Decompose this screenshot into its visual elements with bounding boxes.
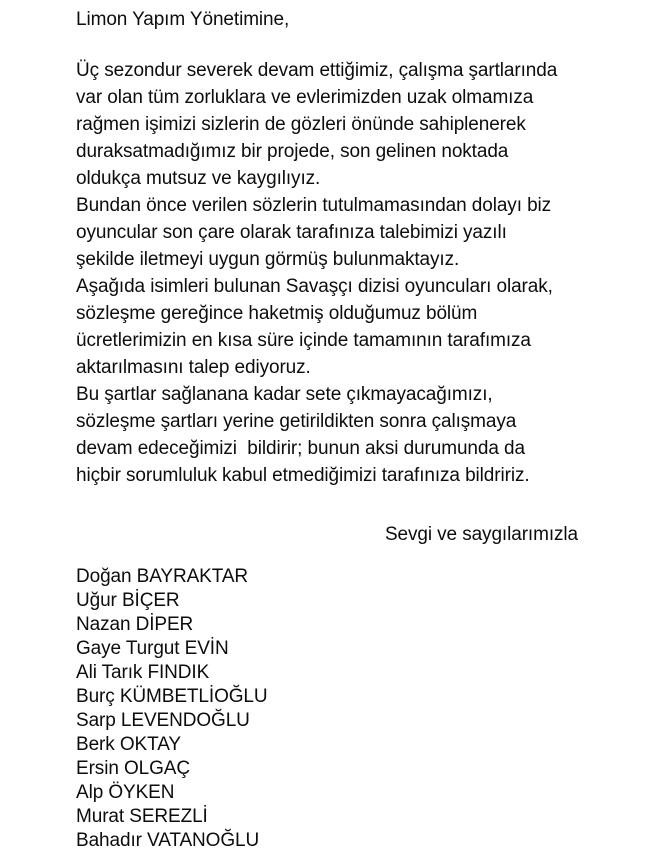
letter-paragraph-block: [76, 57, 578, 489]
salutation: Limon Yapım Yönetimine,: [76, 9, 290, 30]
list-item: Ersin OLGAÇ: [76, 758, 190, 779]
letter-line: Aşağıda isimleri bulunan Savaşçı dizisi oyuncuları olarak,: [76, 276, 553, 297]
letter-line: ücretlerimizin en kısa süre içinde tamamının tarafımıza: [76, 330, 531, 351]
list-item: Gaye Turgut EVİN: [76, 638, 229, 659]
salutation-spacer: [76, 33, 578, 57]
letter-content: [76, 6, 578, 853]
list-item: Uğur BİÇER: [76, 590, 180, 611]
letter-line: Bundan önce verilen sözlerin tutulmamasından dolayı biz: [76, 195, 552, 216]
list-item: Doğan BAYRAKTAR: [76, 566, 249, 587]
letter-line: devam edeceğimizi bildirir; bunun aksi durumunda da: [76, 438, 525, 459]
list-item: Alp ÖYKEN: [76, 782, 175, 803]
letter-line: oldukça mutsuz ve kaygılıyız.: [76, 168, 321, 189]
letter-line: Üç sezondur severek devam ettiğimiz, çalışma şartlarında: [76, 60, 558, 81]
list-item: Burç KÜMBETLİOĞLU: [76, 686, 268, 707]
letter-line: aktarılmasını talep ediyoruz.: [76, 357, 311, 378]
list-item: Berk OKTAY: [76, 734, 181, 755]
list-item: Ali Tarık FINDIK: [76, 662, 210, 683]
letter-line: sözleşme gereğince haketmiş olduğumuz bölüm: [76, 303, 478, 324]
list-item: Bahadır VATANOĞLU: [76, 830, 260, 851]
letter-line: oyuncular son çare olarak tarafınıza talebimizi yazılı: [76, 222, 507, 243]
closing-spacer: [76, 489, 578, 521]
signature-spacer: [76, 548, 578, 565]
letter-line: duraksatmadığımız bir projede, son gelinen noktada: [76, 141, 509, 162]
letter-line: hiçbir sorumluluk kabul etmediğimizi tarafınıza bildririz.: [76, 465, 530, 486]
list-item: Sarp LEVENDOĞLU: [76, 710, 250, 731]
letter-line: sözleşme şartları yerine getirildikten sonra çalışmaya: [76, 411, 517, 432]
signature-list: [76, 565, 578, 853]
letter-line: rağmen işimizi sizlerin de gözleri önünde sahiplenerek: [76, 114, 526, 135]
list-item: Murat SEREZLİ: [76, 806, 208, 827]
letter-line: Bu şartlar sağlanana kadar sete çıkmayacağımızı,: [76, 384, 493, 405]
list-item: Nazan DİPER: [76, 614, 194, 635]
letter-line: şekilde iletmeyi uygun görmüş bulunmaktayız.: [76, 249, 460, 270]
letter-line: var olan tüm zorluklara ve evlerimizden uzak olmamıza: [76, 87, 534, 108]
closing-salutation: Sevgi ve saygılarımızla: [384, 524, 578, 545]
